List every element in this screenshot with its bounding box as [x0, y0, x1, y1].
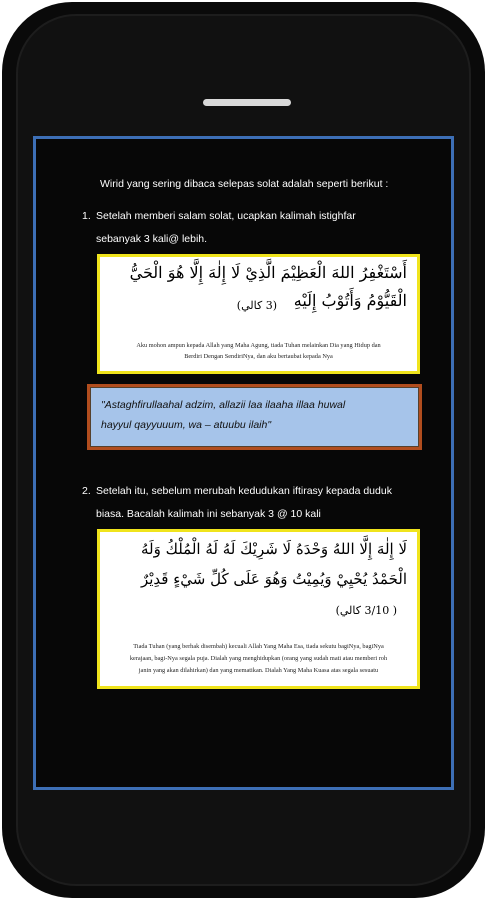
arabic-line1: أَسْتَغْفِرُ اللهَ الْعَظِيْمَ الَّذِيْ لَا إِلٰهَ إِلَّا هُوَ الْحَيُّ [129, 263, 407, 282]
translation-line2: kerajaan, bagi-Nya segala puja. Dialah yang menghidupkan (orang yang sudah mati atau memberi roh [129, 655, 388, 662]
translation-line1: Tiada Tuhan (yang berhak disembah) kecuali Allah Yang Maha Esa, tiada sekutu bagiNya, bagiNya [133, 643, 384, 650]
transliteration-line2: hayyul qayyuuum, wa – atuubu ilaih" [101, 419, 272, 431]
item-text-line1: Setelah itu, sebelum merubah kedudukan iftirasy kepada duduk [96, 485, 392, 497]
arabic-line2: الْقَيُّوْمُ وَأَتُوْبُ إِلَيْهِ [293, 291, 407, 310]
tahlil-arabic-box [97, 529, 420, 689]
intro-text: Wirid yang sering dibaca selepas solat adalah seperti berikut : [100, 178, 389, 190]
translation-line3: janin yang akan dilahirkan) dan yang mematikan. Dialah Yang Maha Kuasa atas segala sesuatu [138, 667, 379, 674]
speaker-grille [203, 99, 291, 106]
transliteration-box [87, 384, 422, 450]
translation-line1: Aku mohon ampun kepada Allah yang Maha Agung, tiada Tuhan melainkan Dia yang Hidup dan [136, 342, 381, 349]
item-text-line2: sebanyak 3 kali@ lebih. [96, 233, 208, 245]
item-number: 2. [82, 485, 91, 497]
item-text-line1: Setelah memberi salam solat, ucapkan kalimah istighfar [96, 210, 356, 222]
item-text-line2: biasa. Bacalah kalimah ini sebanyak 3 @ 10 kali [96, 508, 321, 520]
istighfar-arabic-box [97, 254, 420, 374]
arabic-line2: الْحَمْدُ يُحْيِيْ وَيُمِيْتُ وَهُوَ عَلَى كُلِّ شَيْءٍ قَدِيْرٌ [140, 570, 407, 588]
translation-line2: Berdiri Dengan SendiriNya, dan aku bertaubat kepada Nya [184, 353, 333, 360]
repeat-count: (3 كالي) [236, 299, 277, 312]
item-number: 1. [82, 210, 91, 222]
repeat-count: ( 3/10 كالي) [335, 604, 397, 617]
arabic-line1: لَا إِلٰهَ إِلَّا اللهُ وَحْدَهُ لَا شَرِيْكَ لَهُ لَهُ الْمُلْكُ وَلَهُ [140, 540, 407, 558]
content-screen[interactable] [33, 136, 454, 790]
transliteration-line1: "Astaghfirullaahal adzim, allazii laa ilaaha illaa huwal [101, 399, 346, 411]
